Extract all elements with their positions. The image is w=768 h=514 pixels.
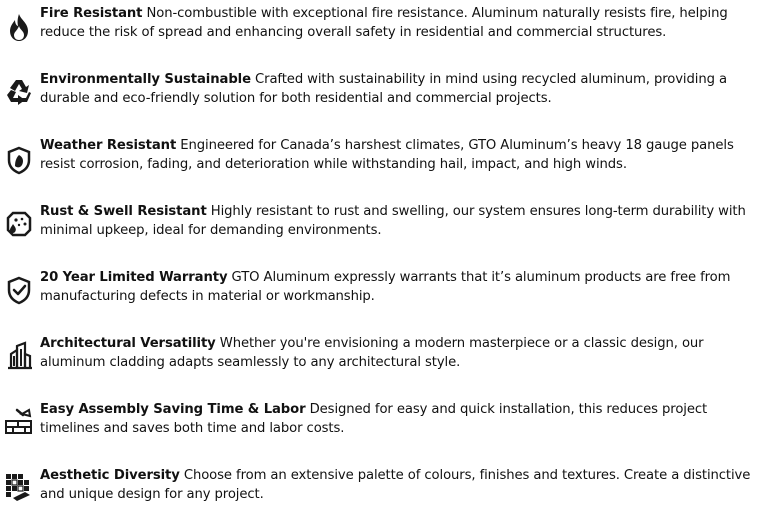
- feature-description: GTO Aluminum expressly warrants that it’s aluminum products are free from manufacturing defects in material or workmanship.: [40, 270, 731, 304]
- recycle-icon: [3, 76, 35, 108]
- feature-text: [40, 70, 762, 108]
- feature-description: Highly resistant to rust and swelling, our system ensures long-term durability with minimal upkeep, ideal for demanding environments.: [40, 204, 746, 238]
- feature-description: Non-combustible with exceptional fire resistance. Aluminum naturally resists fire, helping reduce the risk of spread and enhancing overall safety in residential and commercial structures.: [40, 6, 728, 40]
- buildings-icon: [3, 340, 35, 372]
- feature-title: Environmentally Sustainable: [40, 72, 251, 87]
- feature-title: Easy Assembly Saving Time & Labor: [40, 402, 306, 417]
- feature-title: Aesthetic Diversity: [40, 468, 180, 483]
- feature-aesthetic-diversity: [0, 466, 768, 514]
- rust-swell-icon: [3, 208, 35, 240]
- bricks-trowel-icon: [3, 406, 35, 438]
- feature-text: [40, 466, 762, 504]
- shield-leaf-icon: [3, 144, 35, 176]
- feature-text: [40, 334, 762, 372]
- feature-text: [40, 4, 762, 42]
- feature-rust-swell-resistant: [0, 202, 768, 250]
- color-swatch-icon: [3, 470, 35, 502]
- feature-environmentally-sustainable: [0, 70, 768, 118]
- feature-title: Weather Resistant: [40, 138, 177, 153]
- feature-description: Whether you're envisioning a modern masterpiece or a classic design, our aluminum cladding adapts seamlessly to any architectural style.: [40, 336, 704, 370]
- feature-title: Fire Resistant: [40, 6, 143, 21]
- feature-description: Designed for easy and quick installation, this reduces project timelines and saves both time and labor costs.: [40, 402, 708, 436]
- feature-title: Rust & Swell Resistant: [40, 204, 207, 219]
- feature-title: 20 Year Limited Warranty: [40, 270, 228, 285]
- feature-limited-warranty: [0, 268, 768, 316]
- feature-text: [40, 268, 762, 306]
- feature-description: Choose from an extensive palette of colours, finishes and textures. Create a distinctive and unique design for any project.: [40, 468, 751, 502]
- feature-text: [40, 400, 762, 438]
- feature-description: Crafted with sustainability in mind using recycled aluminum, providing a durable and eco-friendly solution for both residential and commercial projects.: [40, 72, 727, 106]
- fire-icon: [3, 12, 35, 44]
- feature-architectural-versatility: [0, 334, 768, 382]
- shield-check-icon: [3, 274, 35, 306]
- feature-title: Architectural Versatility: [40, 336, 216, 351]
- feature-text: [40, 136, 762, 174]
- feature-fire-resistant: [0, 4, 768, 52]
- feature-weather-resistant: [0, 136, 768, 184]
- feature-description: Engineered for Canada’s harshest climates, GTO Aluminum’s heavy 18 gauge panels resist corrosion, fading, and deterioration while withstanding hail, impact, and high winds.: [40, 138, 734, 172]
- feature-text: [40, 202, 762, 240]
- feature-easy-assembly: [0, 400, 768, 448]
